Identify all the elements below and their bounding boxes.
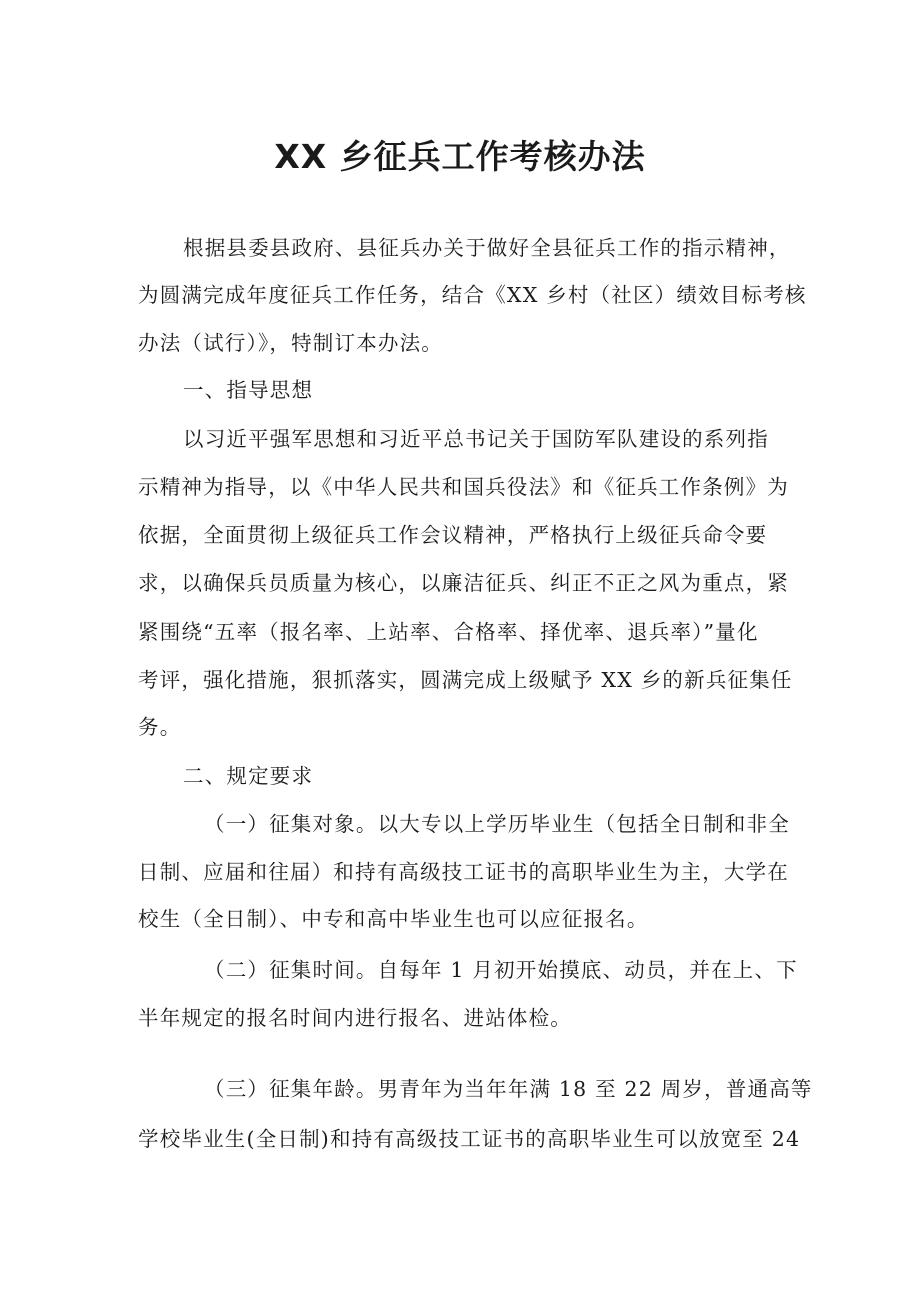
paragraph-line: 示精神为指导，以《中华人民共和国兵役法》和《征兵工作条例》为 <box>138 475 789 499</box>
document-title: XX 乡征兵工作考核办法 <box>274 137 646 176</box>
section-heading-guiding-thought: 一、指导思想 <box>183 378 314 402</box>
section-heading-requirements: 二、规定要求 <box>183 764 314 788</box>
paragraph-line: （一）征集对象。以大专以上学历毕业生（包括全日制和非全 <box>204 812 790 836</box>
paragraph-line: 考评，强化措施，狠抓落实，圆满完成上级赋予 XX 乡的新兵征集任 <box>138 668 793 692</box>
paragraph-line: 日制、应届和往届）和持有高级技工证书的高职毕业生为主，大学在 <box>138 860 789 884</box>
paragraph-line: （三）征集年龄。男青年为当年年满 18 至 22 周岁，普通高等 <box>204 1077 813 1101</box>
paragraph-line: 校生（全日制）、中专和高中毕业生也可以应征报名。 <box>138 907 649 931</box>
paragraph-line: 办法（试行）》，特制订本办法。 <box>138 331 443 355</box>
paragraph-line: 紧围绕“五率（报名率、上站率、合格率、择优率、退兵率）”量化 <box>138 620 759 644</box>
paragraph-line: 为圆满完成年度征兵工作任务，结合《XX 乡村（社区）绩效目标考核 <box>138 283 807 307</box>
paragraph-line: 务。 <box>138 715 182 739</box>
paragraph-line: （二）征集时间。自每年 1 月初开始摸底、动员，并在上、下 <box>204 958 798 982</box>
paragraph-line: 根据县委县政府、县征兵办关于做好全县征兵工作的指示精神， <box>183 236 791 260</box>
paragraph-line: 求，以确保兵员质量为核心，以廉洁征兵、纠正不正之风为重点，紧 <box>138 571 789 595</box>
paragraph-line: 学校毕业生(全日制)和持有高级技工证书的高职毕业生可以放宽至 24 <box>138 1127 801 1151</box>
paragraph-line: 依据，全面贯彻上级征兵工作会议精神，严格执行上级征兵命令要 <box>138 523 768 547</box>
paragraph-line: 以习近平强军思想和习近平总书记关于国防军队建设的系列指 <box>183 427 769 451</box>
paragraph-line: 半年规定的报名时间内进行报名、进站体检。 <box>138 1006 572 1030</box>
